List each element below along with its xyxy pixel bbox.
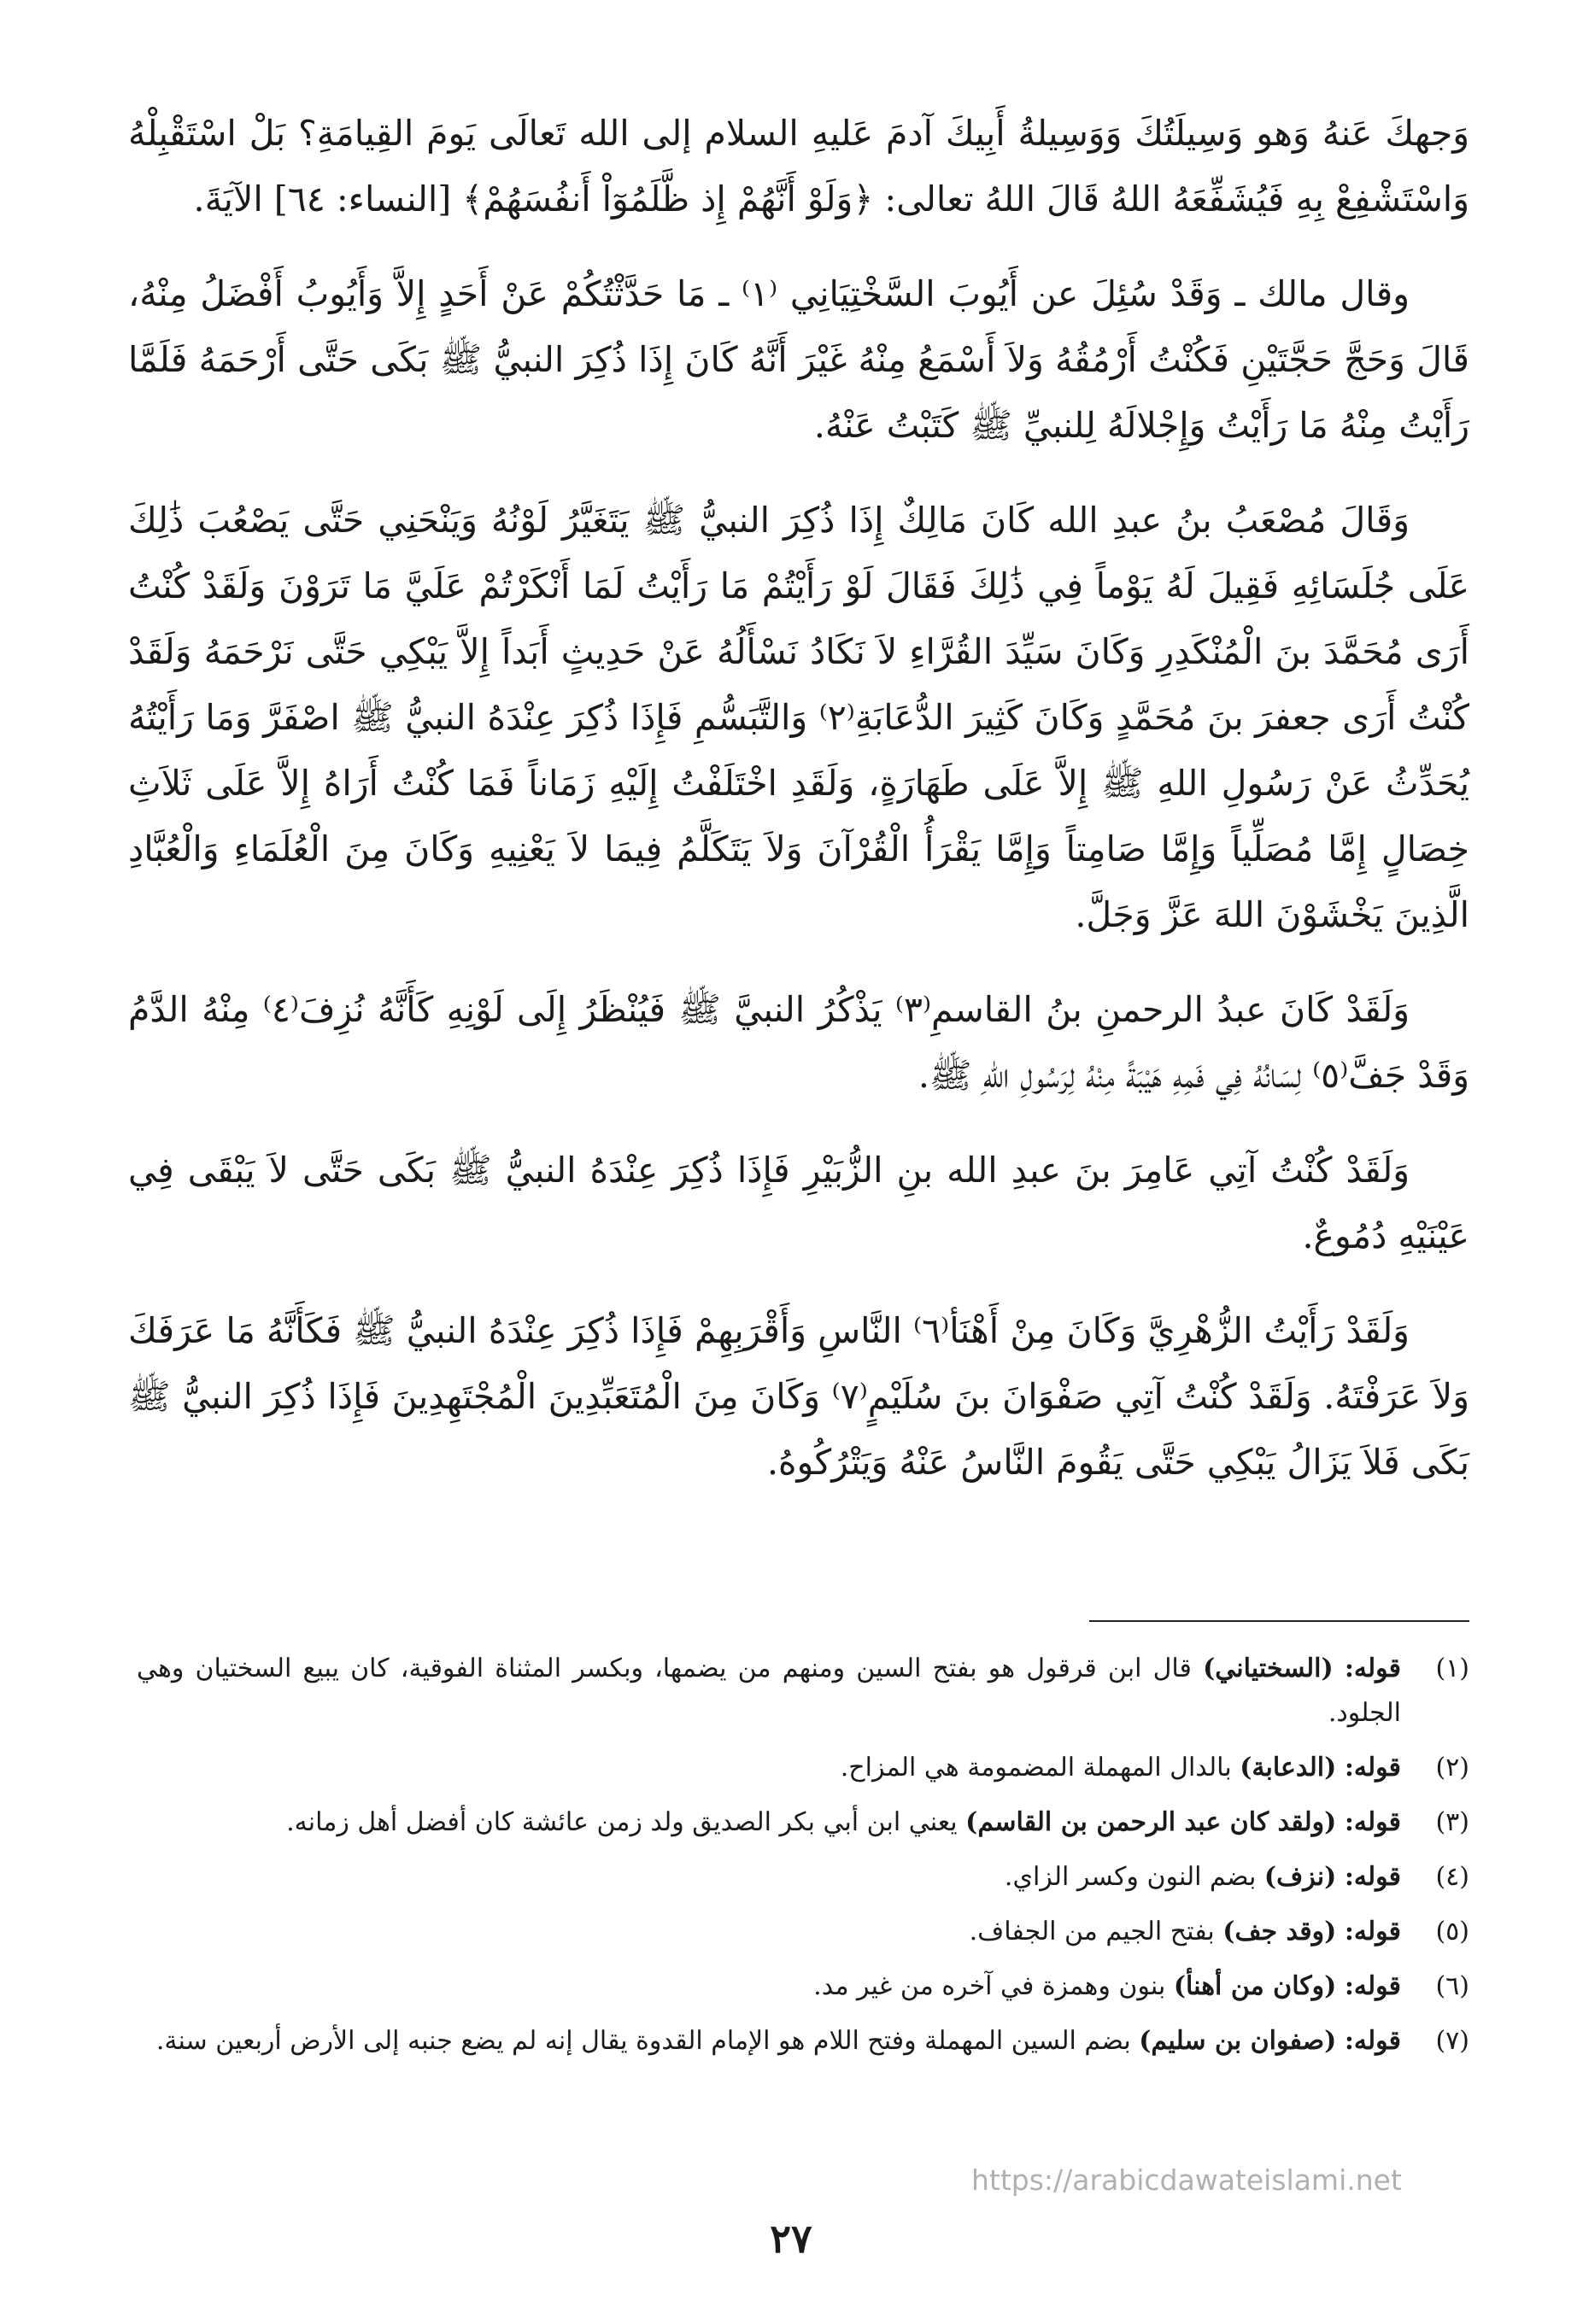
footnote-item — [137, 1647, 1469, 1736]
footnote-label: قوله: — [1344, 1654, 1401, 1683]
footnote-item — [137, 1746, 1469, 1790]
footnote-label: قوله: — [1344, 1917, 1401, 1946]
footnote-explanation: بضم السين المهملة وفتح اللام هو الإمام القدوة يقال إنه لم يضع جنبه إلى الأرض أربعين سنة. — [155, 2026, 1140, 2056]
footnote-item — [137, 1800, 1469, 1845]
footnote-label: قوله: — [1344, 2026, 1401, 2056]
footnote-text — [137, 1647, 1401, 1736]
footnote-headword: (السختياني) — [1203, 1654, 1334, 1683]
paragraph-4: وَلَقَدْ كَانَ عبدُ الرحمنِ بنُ القاسمِ⁽٣⁾ يَذْكُرُ النبيَّ ﷺ فَيُنْظَرُ إِلَى لَوْنِهِ كَأَنَّهُ نُزِفَ⁽٤⁾ مِنْهُ الدَّمُ وَقَدْ جَفَّ⁽٥⁾ لِسَانُهُ فِي فَمِهِ هَيْبَةً مِنْهُ لِرَسُولِ اللهِ ﷺ. — [128, 989, 1469, 1096]
footnote-explanation: بنون وهمزة في آخره من غير مد. — [813, 1971, 1174, 2001]
footnote-explanation: بالدال المهملة المضمومة هي المزاح. — [840, 1753, 1240, 1783]
footnote-number: (٣) — [1435, 1807, 1469, 1837]
source-watermark: https://arabicdawateislami.net — [971, 2163, 1402, 2197]
footnote-text — [137, 1964, 1401, 2009]
footnote-number: (٤) — [1435, 1862, 1469, 1892]
footnote-number: (٢) — [1435, 1753, 1469, 1783]
paragraph-3: وَقَالَ مُصْعَبُ بنُ عبدِ الله كَانَ مَالِكٌ إِذَا ذُكِرَ النبيُّ ﷺ يَتَغَيَّرُ لَوْنُهُ وَيَنْحَنِي حَتَّى يَصْعُبَ ذَٰلِكَ عَلَى جُلَسَائِهِ فَقِيلَ لَهُ يَوْماً فِي ذَٰلِكَ فَقَالَ لَوْ رَأَيْتُمْ مَا رَأَيْتُ لَمَا أَنْكَرْتُمْ عَلَيَّ مَا تَرَوْنَ وَلَقَدْ كُنْتُ أَرَى مُحَمَّدَ بنَ الْمُنْكَدِرِ وَكَانَ سَيِّدَ القُرَّاءِ لاَ نَكَادُ نَسْأَلُهُ عَنْ حَدِيثٍ أَبَداً إِلاَّ يَبْكِي حَتَّى نَرْحَمَهُ وَلَقَدْ كُنْتُ أَرَى جعفرَ بنَ مُحَمَّدٍ وَكَانَ كَثِيرَ الدُّعَابَةِ⁽٢⁾ وَالتَّبَسُّمِ فَإِذَا ذُكِرَ عِنْدَهُ النبيُّ ﷺ اصْفَرَّ وَمَا رَأَيْتُهُ يُحَدِّثُ عَنْ رَسُولِ اللهِ ﷺ إِلاَّ عَلَى طَهَارَةٍ، وَلَقَدِ اخْتَلَفْتُ إِلَيْهِ زَمَاناً فَمَا كُنْتُ أَرَاهُ إِلاَّ عَلَى ثَلاَثِ خِصَالٍ إِمَّا مُصَلِّياً وَإِمَّا صَامِتاً وَإِمَّا يَقْرَأُ الْقُرْآنَ وَلاَ يَتَكَلَّمُ فِيمَا لاَ يَعْنِيهِ وَكَانَ مِنَ الْعُلَمَاءِ وَالْعُبَّادِ الَّذِينَ يَخْشَوْنَ اللهَ عَزَّ وَجَلَّ. — [128, 500, 1469, 935]
footnote-headword: (نزف) — [1263, 1862, 1337, 1892]
paragraph-5: وَلَقَدْ كُنْتُ آتِي عَامِرَ بنَ عبدِ الله بنِ الزُّبَيْرِ فَإِذَا ذُكِرَ عِنْدَهُ النبيُّ ﷺ بَكَى حَتَّى لاَ يَبْقَى فِي عَيْنَيْهِ دُمُوعٌ. — [128, 1150, 1469, 1256]
footnote-number: (٧) — [1435, 2026, 1469, 2056]
footnote-text — [137, 1910, 1401, 1954]
footnote-number: (٦) — [1435, 1971, 1469, 2001]
footnote-explanation: بضم النون وكسر الزاي. — [1004, 1862, 1264, 1892]
footnote-item — [137, 1910, 1469, 1954]
paragraph-6: وَلَقَدْ رَأَيْتُ الزُّهْرِيَّ وَكَانَ مِنْ أَهْنَأ⁽٦⁾ النَّاسِ وَأَقْرَبِهِمْ فَإِذَا ذُكِرَ عِنْدَهُ النبيُّ ﷺ فَكَأَنَّهُ مَا عَرَفَكَ وَلاَ عَرَفْتَهُ. وَلَقَدْ كُنْتُ آتِي صَفْوَانَ بنَ سُلَيْمٍ⁽٧⁾ وَكَانَ مِنَ الْمُتَعَبِّدِينَ الْمُجْتَهِدِينَ فَإِذَا ذُكِرَ النبيُّ ﷺ بَكَى فَلاَ يَزَالُ يَبْكِي حَتَّى يَقُومَ النَّاسُ عَنْهُ وَيَتْرُكُوهُ. — [128, 1310, 1469, 1483]
footnote-item — [137, 1964, 1469, 2009]
footnote-explanation: يعني ابن أبي بكر الصديق ولد زمن عائشة كان أفضل أهل زمانه. — [286, 1807, 966, 1837]
footnote-divider — [1089, 1620, 1469, 1622]
footnote-headword: (الدعابة) — [1240, 1753, 1337, 1783]
footnote-item — [137, 1855, 1469, 1900]
footnotes — [137, 1647, 1469, 2074]
footnote-number: (٥) — [1435, 1917, 1469, 1946]
footnote-explanation: قال ابن قرقول هو بفتح السين ومنهم من يضمها، وبكسر المثناة الفوقية، كان يبيع السختيان وهي الجلود. — [137, 1654, 1401, 1728]
footnote-headword: (صفوان بن سليم) — [1139, 2026, 1337, 2056]
footnote-headword: (وكان من أهنأ) — [1173, 1971, 1337, 2001]
paragraph-1: وَجهكَ عَنهُ وَهو وَسِيلَتُكَ وَوَسِيلةُ أَبِيكَ آدمَ عَليهِ السلام إلى الله تَعالَى يَومَ القِيامَةِ؟ بَلْ اسْتَقْبِلْهُ وَاسْتَشْفِعْ بِهِ فَيُشَفِّعَهُ اللهُ قَالَ اللهُ تعالى: ﴿وَلَوْ أَنَّهُمْ إِذ ظَّلَمُوٓاْ أَنفُسَهُمْ﴾ [النساء: ٦٤] الآيَةَ. — [128, 113, 1469, 220]
footnote-text — [137, 2019, 1401, 2064]
footnote-label: قوله: — [1344, 1753, 1401, 1783]
footnote-label: قوله: — [1344, 1807, 1401, 1837]
footnote-label: قوله: — [1344, 1862, 1401, 1892]
page-number: ٢٧ — [770, 2216, 812, 2262]
footnote-explanation: بفتح الجيم من الجفاف. — [969, 1917, 1223, 1946]
footnote-text — [137, 1746, 1401, 1790]
footnote-label: قوله: — [1344, 1971, 1401, 2001]
footnote-number: (١) — [1435, 1654, 1469, 1683]
footnote-text — [137, 1800, 1401, 1845]
paragraph-2: وقال مالك ـ وَقَدْ سُئِلَ عن أَيُوبَ السَّخْتِيَانِي ⁽١⁾ ـ مَا حَدَّثْتُكُمْ عَنْ أَحَدٍ إِلاَّ وَأَيُوبُ أَفْضَلُ مِنْهُ، قَالَ وَحَجَّ حَجَّتَيْنِ فَكُنْتُ أَرْمُقُهُ وَلاَ أَسْمَعُ مِنْهُ غَيْرَ أَنَّهُ كَانَ إِذَا ذُكِرَ النبيُّ ﷺ بَكَى حَتَّى أَرْحَمَهُ فَلَمَّا رَأَيْتُ مِنْهُ مَا رَأَيْتُ وَإِجْلالَهُ لِلنبيِّ ﷺ كَتَبْتُ عَنْهُ. — [128, 273, 1469, 446]
main-text-body — [128, 101, 1469, 1496]
footnote-headword: (ولقد كان عبد الرحمن بن القاسم) — [965, 1807, 1337, 1837]
footnote-item — [137, 2019, 1469, 2064]
footnote-headword: (وقد جف) — [1222, 1917, 1337, 1946]
footnote-text — [137, 1855, 1401, 1900]
